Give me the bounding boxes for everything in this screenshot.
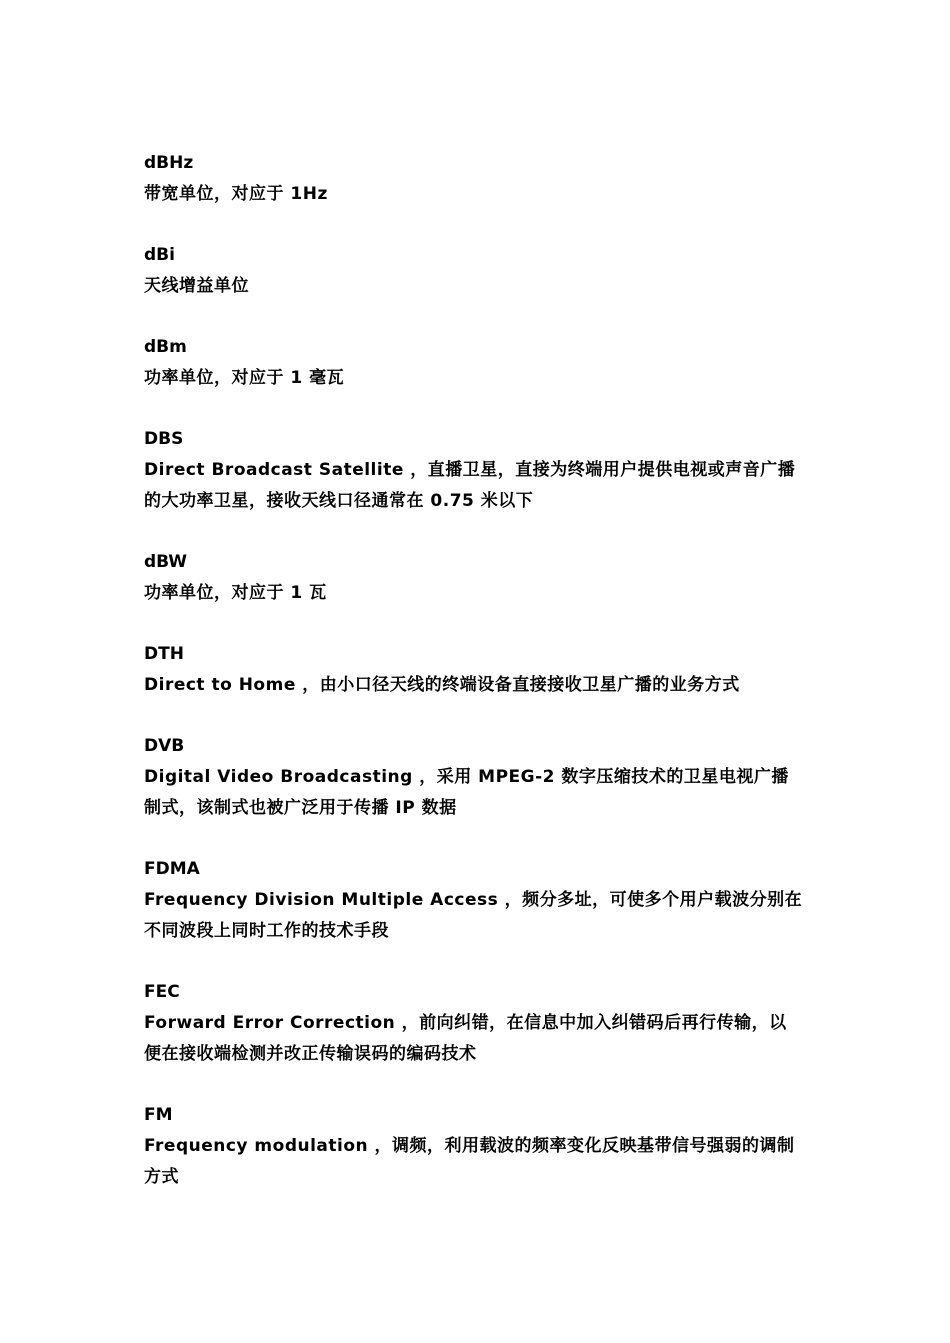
term: DVB <box>144 736 185 756</box>
definition: 功率单位，对应于 1 瓦 <box>144 583 327 603</box>
term: DBS <box>144 429 184 449</box>
glossary-entry-dbw <box>144 547 804 609</box>
term: FM <box>144 1105 173 1125</box>
definition: 功率单位，对应于 1 毫瓦 <box>144 368 345 388</box>
glossary-entry-dbm <box>144 332 804 394</box>
glossary-entry-dvb <box>144 731 804 824</box>
glossary-entry-fm <box>144 1100 804 1193</box>
definition: 带宽单位，对应于 1Hz <box>144 184 328 204</box>
term: dBi <box>144 245 175 265</box>
term: FEC <box>144 982 180 1002</box>
glossary-entry-dbhz <box>144 148 804 210</box>
definition: Frequency Division Multiple Access ，频分多址，可使多个用户载波分别在不同波段上同时工作的技术手段 <box>144 890 803 941</box>
term: dBm <box>144 337 187 357</box>
glossary-entry-dbi <box>144 240 804 302</box>
definition: Frequency modulation ，调频，利用载波的频率变化反映基带信号强弱的调制方式 <box>144 1136 795 1187</box>
glossary-page <box>144 148 804 1223</box>
definition: Direct Broadcast Satellite ，直播卫星，直接为终端用户提供电视或声音广播的大功率卫星，接收天线口径通常在 0.75 米以下 <box>144 460 796 511</box>
glossary-entry-fdma <box>144 854 804 947</box>
definition: Direct to Home ，由小口径天线的终端设备直接接收卫星广播的业务方式 <box>144 675 740 695</box>
term: DTH <box>144 644 184 664</box>
definition: 天线增益单位 <box>144 276 249 296</box>
glossary-entry-fec <box>144 977 804 1070</box>
term: dBHz <box>144 153 194 173</box>
glossary-entry-dth <box>144 639 804 701</box>
definition: Digital Video Broadcasting ，采用 MPEG-2 数字压缩技术的卫星电视广播制式，该制式也被广泛用于传播 IP 数据 <box>144 767 789 818</box>
glossary-entry-dbs <box>144 424 804 517</box>
definition: Forward Error Correction ，前向纠错，在信息中加入纠错码后再行传输，以便在接收端检测并改正传输误码的编码技术 <box>144 1013 787 1064</box>
term: dBW <box>144 552 187 572</box>
term: FDMA <box>144 859 200 879</box>
